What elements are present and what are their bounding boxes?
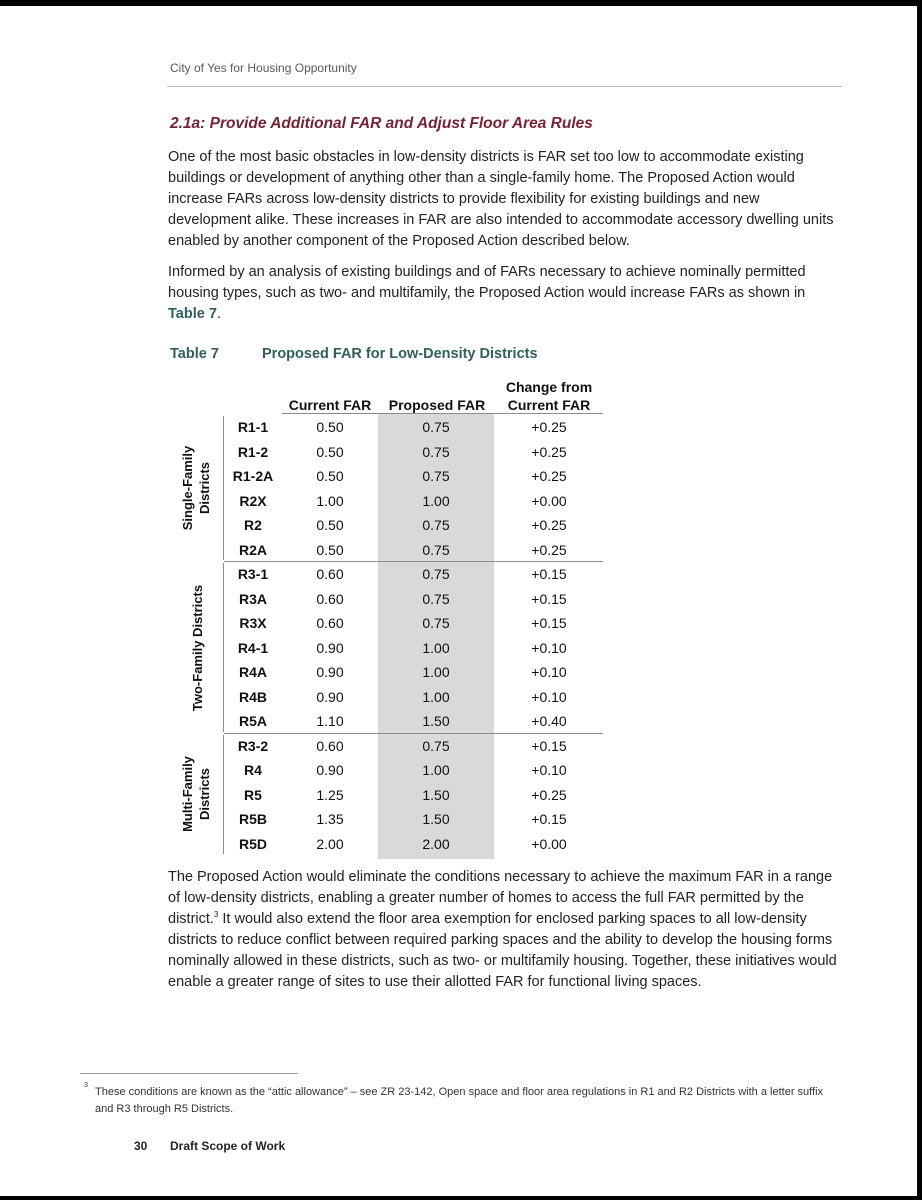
proposed-far-cell: 1.00 [422, 492, 450, 509]
current-far-cell: 0.60 [316, 566, 344, 582]
district-cell: R1-2A [232, 468, 274, 484]
district-cell: R5D [238, 835, 267, 852]
header-divider [167, 86, 842, 87]
proposed-far-cell: 0.75 [422, 566, 450, 582]
change-far-cell: +0.15 [531, 566, 567, 582]
proposed-far-cell: 1.00 [422, 688, 450, 705]
footnote-mark: 3 [84, 1082, 88, 1089]
group-vertical-rule [223, 563, 224, 732]
group-separator-rule [224, 733, 603, 734]
district-cell: R2 [244, 517, 262, 533]
proposed-far-cell: 1.00 [422, 762, 450, 778]
group-label-multi-family [176, 724, 216, 864]
proposed-far-cell: 1.50 [422, 786, 450, 803]
current-far-cell: 0.60 [316, 615, 344, 631]
group-label-two-family-line1: Two-Family Districts [189, 584, 205, 712]
district-cell: R3-1 [237, 566, 269, 582]
district-cell: R2A [238, 541, 267, 558]
change-far-cell: +0.15 [531, 615, 567, 631]
current-far-cell: 0.50 [316, 443, 344, 460]
current-far-cell: 2.00 [316, 835, 344, 852]
current-far-cell: 0.90 [316, 639, 344, 656]
current-far-cell: 0.90 [316, 762, 344, 778]
proposed-far-cell: 0.75 [422, 590, 450, 607]
table-7-reference-link[interactable]: Table 7 [168, 306, 217, 322]
change-far-cell: +0.25 [531, 541, 567, 558]
column-header-change-line2: Current FAR [507, 397, 591, 413]
district-cell: R4A [238, 664, 267, 680]
change-far-cell: +0.10 [531, 688, 567, 705]
current-far-cell: 1.25 [316, 786, 344, 803]
group-label-single-family [176, 418, 216, 558]
district-cell: R1-2 [237, 443, 269, 460]
district-cell: R4-1 [237, 639, 269, 656]
running-header: City of Yes for Housing Opportunity [170, 61, 357, 75]
current-far-cell: 1.00 [316, 492, 344, 509]
body-paragraph-3 [168, 867, 840, 993]
table-number: Table 7 [170, 346, 219, 362]
table-title: Proposed FAR for Low-Density Districts [262, 346, 538, 362]
change-far-cell: +0.00 [531, 835, 567, 852]
proposed-far-cell: 0.75 [422, 419, 450, 435]
proposed-far-cell: 0.75 [422, 541, 450, 558]
change-far-cell: +0.25 [531, 517, 567, 533]
current-far-cell: 1.10 [316, 713, 344, 729]
current-far-cell: 0.50 [316, 541, 344, 558]
district-cell: R5B [238, 811, 267, 827]
paragraph-2-end: . [216, 306, 221, 322]
proposed-far-cell: 1.00 [422, 664, 450, 680]
current-far-cell: 0.90 [316, 664, 344, 680]
change-far-cell: +0.25 [531, 786, 567, 803]
proposed-far-cell: 2.00 [422, 835, 450, 852]
footnote-text: These conditions are known as the “attic allowance” – see ZR 23-142, Open space and floor area regulations in R1 and R2 Districts with a letter suffix and R3 through R5 Districts. [95, 1086, 824, 1115]
column-header-proposed-far: Proposed FAR [388, 397, 486, 413]
column-header-change-line1: Change from [505, 379, 593, 395]
proposed-far-cell: 0.75 [422, 468, 450, 484]
paragraph-2-text: Informed by an analysis of existing buildings and of FARs necessary to achieve nominally permitted housing types, such as two- and multifamily, the Proposed Action would increase FARs as shown in [168, 264, 806, 301]
header-bottom-rule [282, 413, 603, 414]
current-far-cell: 0.50 [316, 468, 344, 484]
proposed-far-cell: 0.75 [422, 443, 450, 460]
current-far-cell: 0.50 [316, 517, 344, 533]
document-page [0, 6, 917, 1196]
change-far-cell: +0.25 [531, 443, 567, 460]
current-far-cell: 0.60 [316, 590, 344, 607]
group-label-multi-family-line1: Multi-Family [180, 756, 195, 832]
group-separator-rule [224, 561, 603, 562]
change-far-cell: +0.25 [531, 468, 567, 484]
group-vertical-rule [223, 735, 224, 855]
change-far-cell: +0.15 [531, 811, 567, 827]
group-vertical-rule [223, 416, 224, 560]
paragraph-3-part1: The Proposed Action would eliminate the conditions necessary to achieve the maximum FAR in a range of low-density districts, enabling a greater number of homes to access the full FAR permitted by the district. [168, 869, 833, 927]
district-cell: R5 [244, 786, 262, 803]
section-title: 2.1a: Provide Additional FAR and Adjust Floor Area Rules [170, 115, 593, 132]
change-far-cell: +0.15 [531, 737, 567, 754]
change-far-cell: +0.25 [531, 419, 567, 435]
change-far-cell: +0.10 [531, 639, 567, 656]
change-far-cell: +0.15 [531, 590, 567, 607]
group-label-single-family-line2: Districts [197, 461, 212, 515]
body-paragraph-2 [168, 262, 840, 325]
change-far-cell: +0.00 [531, 492, 567, 509]
district-cell: R1-1 [237, 419, 269, 435]
footer-document-title: Draft Scope of Work [170, 1139, 286, 1153]
district-cell: R3X [239, 615, 267, 631]
group-label-single-family-line1: Single-Family [180, 445, 195, 531]
proposed-far-cell: 0.75 [422, 517, 450, 533]
footnote-divider [80, 1073, 298, 1074]
group-label-multi-family-line2: Districts [197, 767, 212, 821]
district-cell: R4 [244, 762, 262, 778]
paragraph-3-part2: It would also extend the floor area exemption for enclosed parking spaces to all low-density districts to reduce conflict between required parking spaces and the ability to develop the housing forms nominally allowed in these districts, such as two- or multifamily housing. Together, these initiatives would enable a greater range of sites to use their allotted FAR for functional living spaces. [168, 911, 837, 990]
proposed-far-cell: 1.50 [422, 811, 450, 827]
group-label-two-family [177, 578, 217, 718]
district-cell: R5A [238, 713, 267, 729]
column-header-current-far: Current FAR [288, 397, 372, 413]
district-cell: R4B [238, 688, 267, 705]
current-far-cell: 0.60 [316, 737, 344, 754]
proposed-far-cell: 1.00 [422, 639, 450, 656]
change-far-cell: +0.10 [531, 762, 567, 778]
footnote-reference-3[interactable]: 3 [213, 910, 219, 920]
column-header-change [495, 378, 603, 414]
district-cell: R3-2 [237, 737, 269, 754]
current-far-cell: 0.90 [316, 688, 344, 705]
change-far-cell: +0.10 [531, 664, 567, 680]
change-far-cell: +0.40 [531, 713, 567, 729]
page-number: 30 [134, 1139, 148, 1153]
proposed-far-cell: 0.75 [422, 737, 450, 754]
current-far-cell: 1.35 [316, 811, 344, 827]
proposed-far-cell: 1.50 [422, 713, 450, 729]
proposed-far-cell: 0.75 [422, 615, 450, 631]
body-paragraph-1: One of the most basic obstacles in low-density districts is FAR set too low to accommodate existing buildings or development of anything other than a single-family home. The Proposed Action would increase FARs across low-density districts to provide flexibility for existing buildings and new development alike. These increases in FAR are also intended to accommodate accessory dwelling units enabled by another component of the Proposed Action described below. [168, 149, 834, 249]
current-far-cell: 0.50 [316, 419, 344, 435]
district-cell: R3A [238, 590, 267, 607]
district-cell: R2X [239, 492, 267, 509]
